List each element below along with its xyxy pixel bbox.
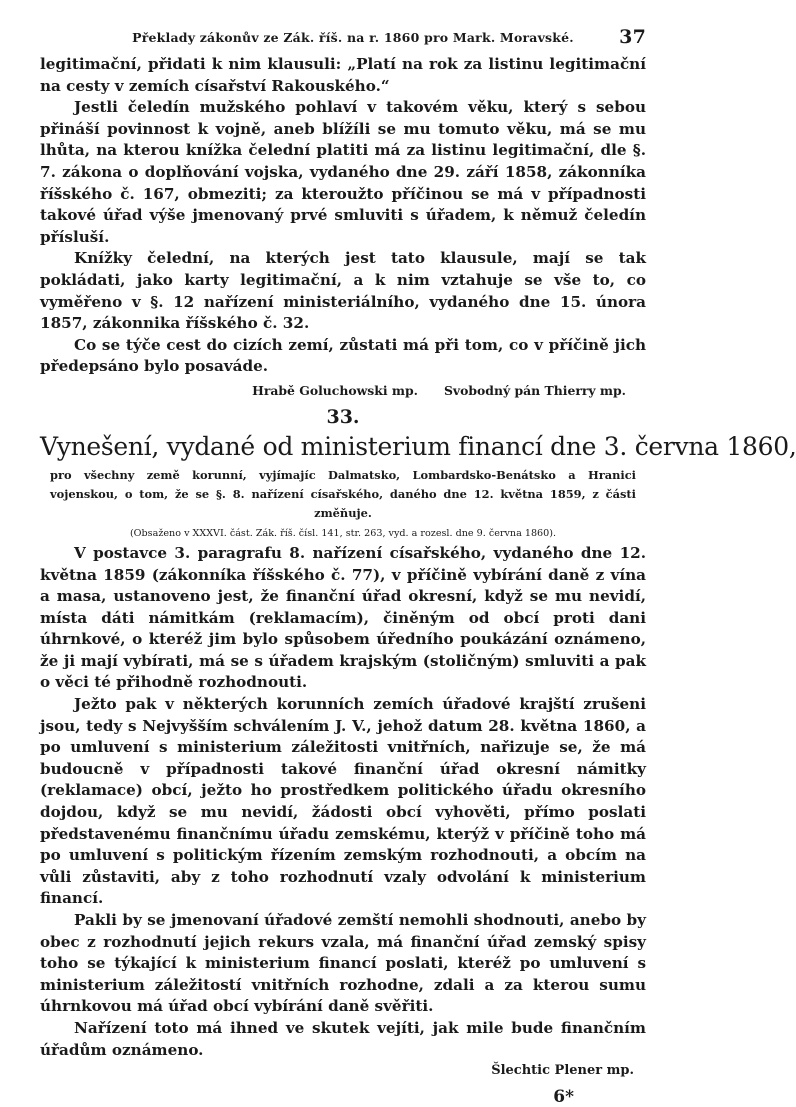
signature: Hrabě Goluchowski mp. (252, 383, 418, 399)
paragraph: Knížky čelední, na kterých jest tato klausule, mají se tak pokládati, jako karty legitimační, a k nim vztahuje se vše to, co vyměřeno v §. 12 nařízení ministeriálního, vydaného dne 15. února 1857, zákonnika říšského č. 32. (40, 249, 646, 333)
paragraph: Jestli čeledín mužského pohlaví v takovém věku, který s sebou přináší povinnost k vojně, aneb blížíli se mu tomuto věku, má se mu lhůta, na kterou knížka čelední platiti má za listinu legitimační, dle §. 7. zákona o doplňování vojska, vydaného dne 29. září 1858, zákonníka říšského č. 167, obmeziti; za kteroužto příčinou se má v případnosti takové úřad výše jmenovaný prvé smluviti s úřadem, k němuž čeledín přísluší. (40, 98, 646, 246)
paragraph: V postavce 3. paragrafu 8. nařízení císařského, vydaného dne 12. května 1859 (zákonníka říšského č. 77), v příčině vybírání daně z vína a masa, ustanoveno jest, že finanční úřad okresní, když se mu nevidí, místa dáti námitkám (reklamacím), činěným od obcí proti dani úhrnkové, o kteréž jim bylo spůsobem úředního poukázání oznámeno, že ji mají vybírati, má se s úřadem krajským (stoličným) smluviti a pak o věci té přihodně rozhodnouti. (40, 543, 646, 692)
running-title: Překlady zákonův ze Zák. říš. na r. 1860 pro Mark. Moravské. (132, 30, 574, 45)
section-title: Vynešení, vydané od ministerium financí dne 3. června 1860, (40, 431, 796, 461)
signature: Šlechtic Plener mp. (491, 1063, 634, 1079)
signature-line (40, 380, 646, 402)
paragraph: Ježto pak v některých korunních zemích úřadové krajští zrušeni jsou, tedy s Nejvyšším schválením J. V., jehož datum 28. května 1860, a po umluvení s ministerium záležitosti vnitřních, nařizuje se, že má budoucně v případnosti takové finanční úřad okresní námitky (reklamace) obcí, ježto ho prostředkem politického úřadu okresního dojdou, když se mu nevidí, žádosti obcí vyhověti, přímo poslati představenému finančnímu úřadu zemskému, kterýž v příčině toho má po umluvení s politickým řízením zemským rozhodnouti, a obcím na vůli zůstaviti, aby z toho rozhodnutí vzaly odvolání k ministerium financí. (40, 695, 646, 908)
section-number: 33. (326, 405, 360, 428)
section-subtitle: pro všechny země korunní, vyjímajíc Dalmatsko, Lombardsko-Benátsko a Hranici vojenskou, o tom, že se §. 8. nařízení císařského, daného dne 12. května 1859, z části změňuje. (50, 467, 636, 520)
page-number: 37 (619, 26, 646, 48)
page-header (40, 26, 646, 54)
paragraph: Co se týče cest do cizích zemí, zůstati má při tom, co v příčině jich předepsáno bylo posaváde. (40, 335, 646, 376)
signature-mark: 6* (553, 1087, 574, 1107)
source-note: (Obsaženo v XXXVI. část. Zák. říš. čísl. 141, str. 263, vyd. a rozesl. dne 9. června 1860). (129, 527, 557, 539)
paragraph: Nařízení toto má ihned ve skutek vejíti, jak mile bude finančním úřadům oznámeno. (40, 1018, 646, 1059)
paragraph: legitimační, přidati k nim klausuli: „Platí na rok za listinu legitimační na cesty v zemích císařství Rakouského.“ (40, 55, 646, 95)
paragraph: Pakli by se jmenovaní úřadové zemští nemohli shodnouti, anebo by obec z rozhodnutí jejich rekurs vzala, má finanční úřad zemský spisy toho se týkající k ministerium financí poslati, kteréž po umluvení s ministerium záležitostí vnitřních rozhodne, zdali a za kterou sumu úhrnkovou má úřad obcí vybírání daně svěřiti. (40, 911, 646, 1016)
signature: Svobodný pán Thierry mp. (443, 383, 626, 399)
